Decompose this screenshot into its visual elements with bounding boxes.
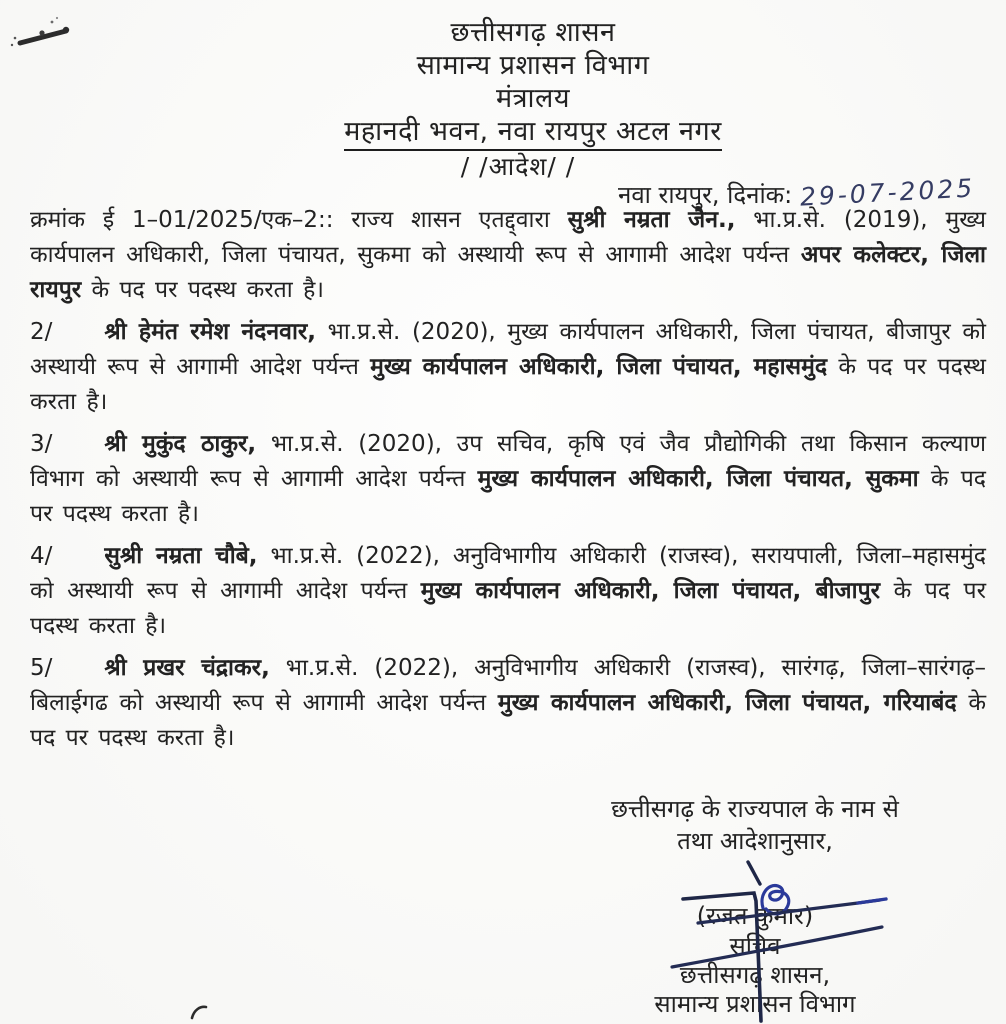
signatory-org-line-1: छत्तीसगढ़ शासन,	[679, 961, 831, 989]
place-date-label: नवा रायपुर, दिनांक:	[618, 181, 793, 209]
handwritten-date: 29-07-2025	[799, 173, 976, 212]
order-text: के पद पर पदस्थ करता है।	[81, 277, 324, 303]
order-paragraph	[30, 651, 986, 756]
signatory-name: (रजत कुमार)	[696, 902, 814, 930]
letterhead	[233, 16, 833, 151]
order-text: के पद पर पदस्थ करता है।	[30, 466, 986, 527]
scan-smudge-bottom	[178, 1000, 218, 1024]
order-text-bold: मुख्य कार्यपालन अधिकारी, जिला पंचायत, गरियाबंद	[497, 690, 957, 716]
order-text: क्रमांक ई 1–01/2025/एक–2:: राज्य शासन एतद्द्वारा	[30, 207, 568, 233]
order-text-bold: अपर कलेक्टर, जिला रायपुर	[30, 242, 986, 303]
ministry-name: मंत्रालय	[495, 83, 570, 114]
order-title: / /आदेश/ /	[460, 152, 576, 181]
order-text: भा.प्र.से. (2020), मुख्य कार्यपालन अधिकारी, जिला पंचायत, बीजापुर को अस्थायी रूप से आगामी आदेश पर्यन्त	[30, 319, 986, 380]
signature-block	[540, 793, 970, 1019]
order-text: के पद पर पदस्थ करता है।	[30, 578, 987, 639]
authority-line-2: तथा आदेशानुसार,	[677, 827, 833, 855]
signatory-designation: सचिव	[729, 932, 781, 960]
order-text-bold: सुश्री नम्रता जैन.,	[567, 207, 736, 233]
paragraph-number: 3/	[30, 431, 53, 457]
order-text: भा.प्र.से. (2022), अनुविभागीय अधिकारी (राजस्व), सरायपाली, जिला–महासमुंद को अस्थायी रूप से आगामी आदेश पर्यन्त	[30, 543, 986, 604]
order-text-bold: मुख्य कार्यपालन अधिकारी, जिला पंचायत, महासमुंद	[370, 354, 828, 380]
order-text-bold: मुख्य कार्यपालन अधिकारी, जिला पंचायत, बीजापुर	[420, 578, 881, 604]
order-paragraphs	[30, 203, 986, 763]
paragraph-number: 4/	[30, 543, 53, 569]
order-paragraph	[30, 427, 986, 532]
order-paragraph	[30, 539, 986, 644]
government-name: छत्तीसगढ़ शासन	[450, 17, 616, 48]
order-paragraph	[30, 315, 986, 420]
order-text-bold: श्री हेमंत रमेश नंदनवार,	[104, 319, 317, 345]
order-paragraph	[30, 203, 986, 308]
order-text: के पद पर पदस्थ करता है।	[30, 690, 987, 751]
order-text: भा.प्र.से. (2020), उप सचिव, कृषि एवं जैव प्रौद्योगिकी तथा किसान कल्याण विभाग को अस्थायी रूप से आगामी आदेश पर्यन्त	[30, 431, 986, 492]
order-text: के पद पर पदस्थ करता है।	[30, 354, 986, 415]
authority-line-1: छत्तीसगढ़ के राज्यपाल के नाम से	[611, 795, 899, 823]
order-text: भा.प्र.से. (2022), अनुविभागीय अधिकारी (राजस्व), सारंगढ़, जिला–सारंगढ़–बिलाईगढ को अस्थायी रूप से आगामी आदेश पर्यन्त	[30, 655, 987, 716]
scan-smudge-topleft	[4, 14, 104, 59]
paragraph-number: 5/	[30, 655, 53, 681]
paragraph-number: 2/	[30, 319, 53, 345]
order-text: भा.प्र.से. (2019), मुख्य कार्यपालन अधिकारी, जिला पंचायत, सुकमा को अस्थायी रूप से आगामी आदेश पर्यन्त	[30, 207, 986, 268]
order-text-bold: श्री प्रखर चंद्राकर,	[104, 655, 270, 681]
order-text-bold: श्री मुकुंद ठाकुर,	[104, 431, 257, 457]
order-text-bold: मुख्य कार्यपालन अधिकारी, जिला पंचायत, सुकमा	[477, 466, 919, 492]
order-text-bold: सुश्री नम्रता चौबे,	[104, 543, 258, 569]
office-address: महानदी भवन, नवा रायपुर अटल नगर	[344, 115, 722, 151]
signatory-org-line-2: सामान्य प्रशासन विभाग	[654, 990, 856, 1018]
department-name: सामान्य प्रशासन विभाग	[416, 50, 650, 81]
